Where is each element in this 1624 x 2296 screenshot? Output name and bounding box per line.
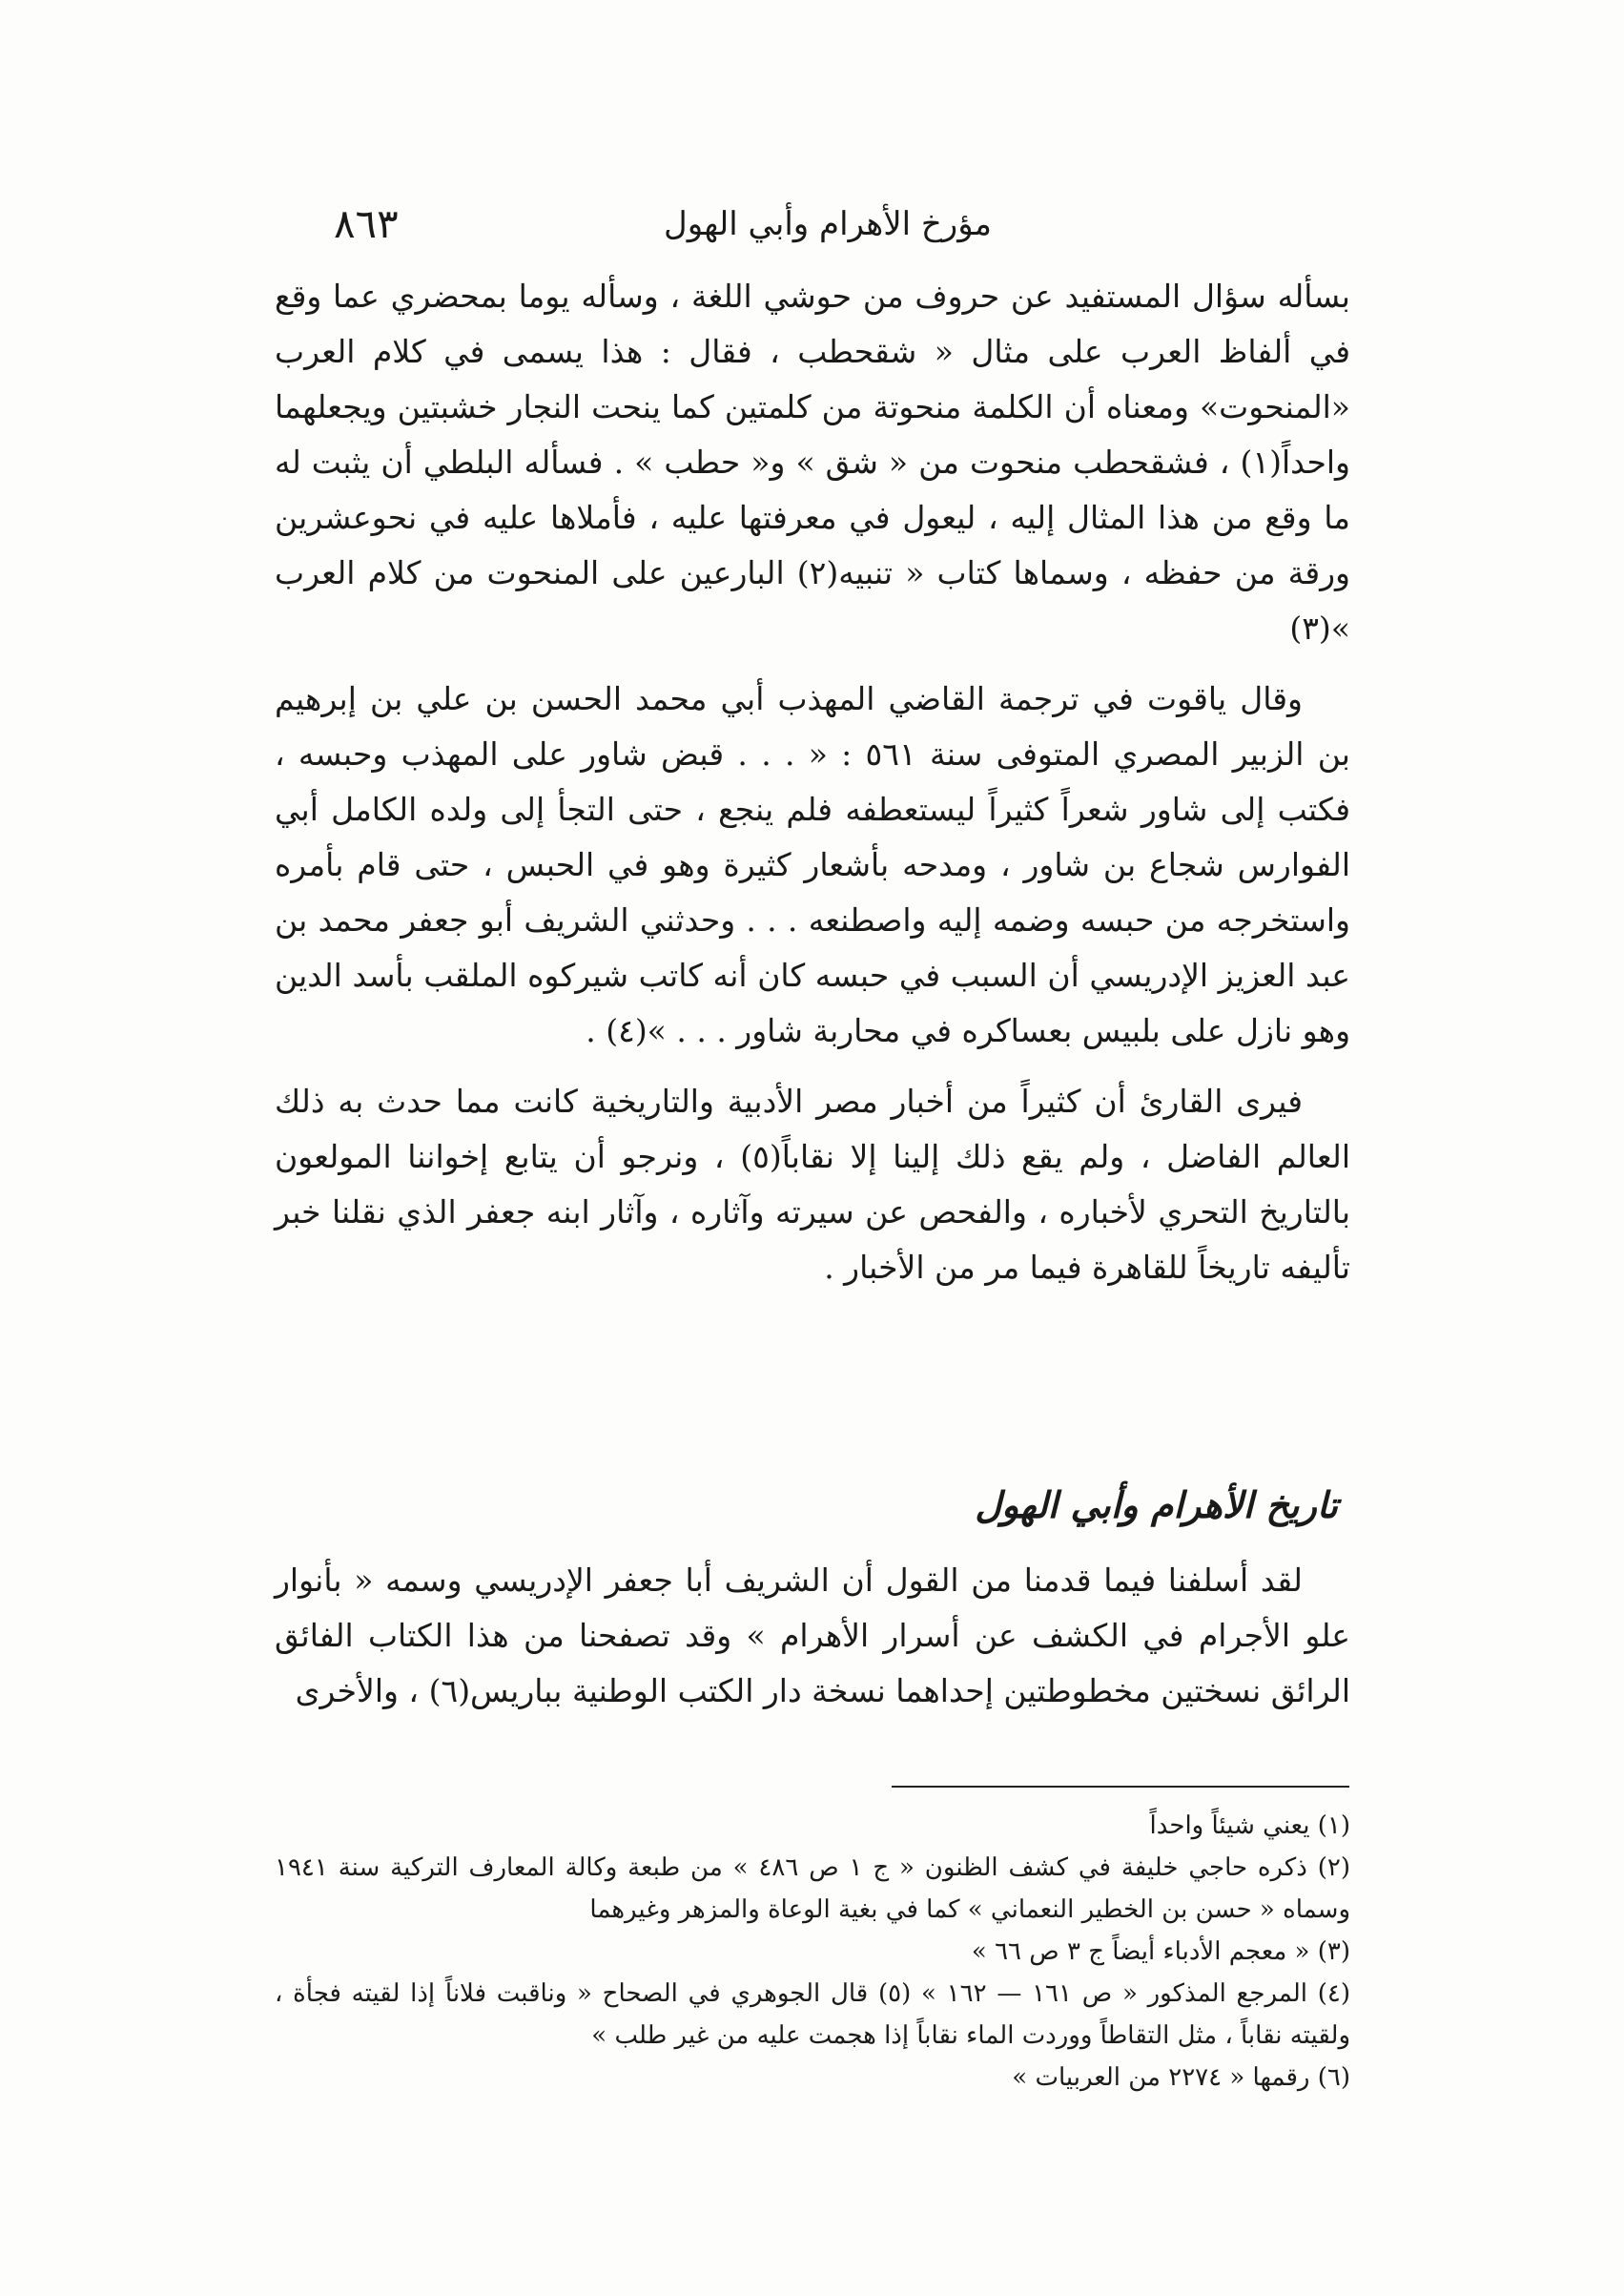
page-number: ٨٦٣ (334, 200, 399, 247)
paragraph: لقد أسلفنا فيما قدمنا من القول أن الشريف أبا جعفر الإدريسي وسمه « بأنوار علو الأجرام في الكشف عن أسرار الأهرام » وقد تصفحنا من هذا الكتاب الفائق الرائق نسختين مخطوطتين إحداهما نسخة دار الكتب الوطنية بباريس(٦) ، والأخرى (275, 1562, 1350, 1709)
paragraph: فيرى القارئ أن كثيراً من أخبار مصر الأدبية والتاريخية كانت مما حدث به ذلك العالم الفاضل ، ولم يقع ذلك إلينا إلا نقاباً(٥) ، ونرجو أن يتابع إخواننا المولعون بالتاريخ التحري لأخباره ، والفحص عن سيرته وآثاره ، وآثار ابنه جعفر الذي نقلنا خبر تأليفه تاريخاً للقاهرة فيما مر من الأخبار . (275, 1083, 1351, 1286)
paragraph: بسأله سؤال المستفيد عن حروف من حوشي اللغة ، وسأله يوما بمحضري عما وقع في ألفاظ العرب على مثال « شقحطب ، فقال : هذا يسمى في كلام العرب «المنحوت» ومعناه أن الكلمة منحوتة من كلمتين كما ينحت النجار خشبتين ويجعلهما واحداً(١) ، فشقحطب منحوت من « شق » و« حطب » . فسأله البلطي أن يثبت له ما وقع من هذا المثال إليه ، ليعول في معرفتها عليه ، فأملاها عليه في نحوعشرين ورقة من حفظه ، وسماها كتاب « تنبيه(٢) البارعين على المنحوت من كلام العرب »(٣) (275, 278, 1350, 647)
footnote: (١) يعني شيئاً واحداً (1149, 1811, 1350, 1840)
footnote-divider (892, 1786, 1349, 1788)
paragraph: وقال ياقوت في ترجمة القاضي المهذب أبي محمد الحسن بن علي بن إبرهيم بن الزبير المصري المتوفى سنة ٥٦١ : « . . . قبض شاور على المهذب وحبسه ، فكتب إلى شاور شعراً كثيراً ليستعطفه فلم ينجع ، حتى التجأ إلى ولده الكامل أبي الفوارس شجاع بن شاور ، ومدحه بأشعار كثيرة وهو في الحبس ، حتى قام بأمره واستخرجه من حبسه وضمه إليه واصطنعه . . . وحدثني الشريف أبو جعفر محمد بن عبد العزيز الإدريسي أن السبب في حبسه كان أنه كاتب شيركوه الملقب بأسد الدين وهو نازل على بلبيس بعساكره في محاربة شاور . . . »(٤) . (275, 680, 1350, 1049)
running-title: مؤرخ الأهرام وأبي الهول (663, 205, 992, 243)
footnote: (٢) ذكره حاجي خليفة في كشف الظنون « ج ١ ص ٤٨٦ » من طبعة وكالة المعارف التركية سنة ١٩٤١ وسماه « حسن بن الخطير النعماني » كما في بغية الوعاة والمزهر وغيرهما (275, 1853, 1350, 1924)
section-body (275, 1553, 1350, 1719)
footnote: (٦) رقمها « ٢٢٧٤ من العربيات » (1012, 2063, 1350, 2092)
section-heading: تاريخ الأهرام وأبي الهول (975, 1483, 1338, 1526)
body-text (275, 269, 1350, 1295)
footnote: (٣) « معجم الأدباء أيضاً ج ٣ ص ٦٦ » (971, 1937, 1350, 1966)
footnotes (275, 1805, 1350, 2099)
page-header (277, 196, 1030, 253)
footnote: (٤) المرجع المذكور « ص ١٦١ — ١٦٢ » (٥) قال الجوهري في الصحاح « وناقبت فلاناً إذا لقيته فجأة ، ولقيته نقاباً ، مثل التقاطاً ووردت الماء نقاباً إذا هجمت عليه من غير طلب » (275, 1979, 1350, 2050)
